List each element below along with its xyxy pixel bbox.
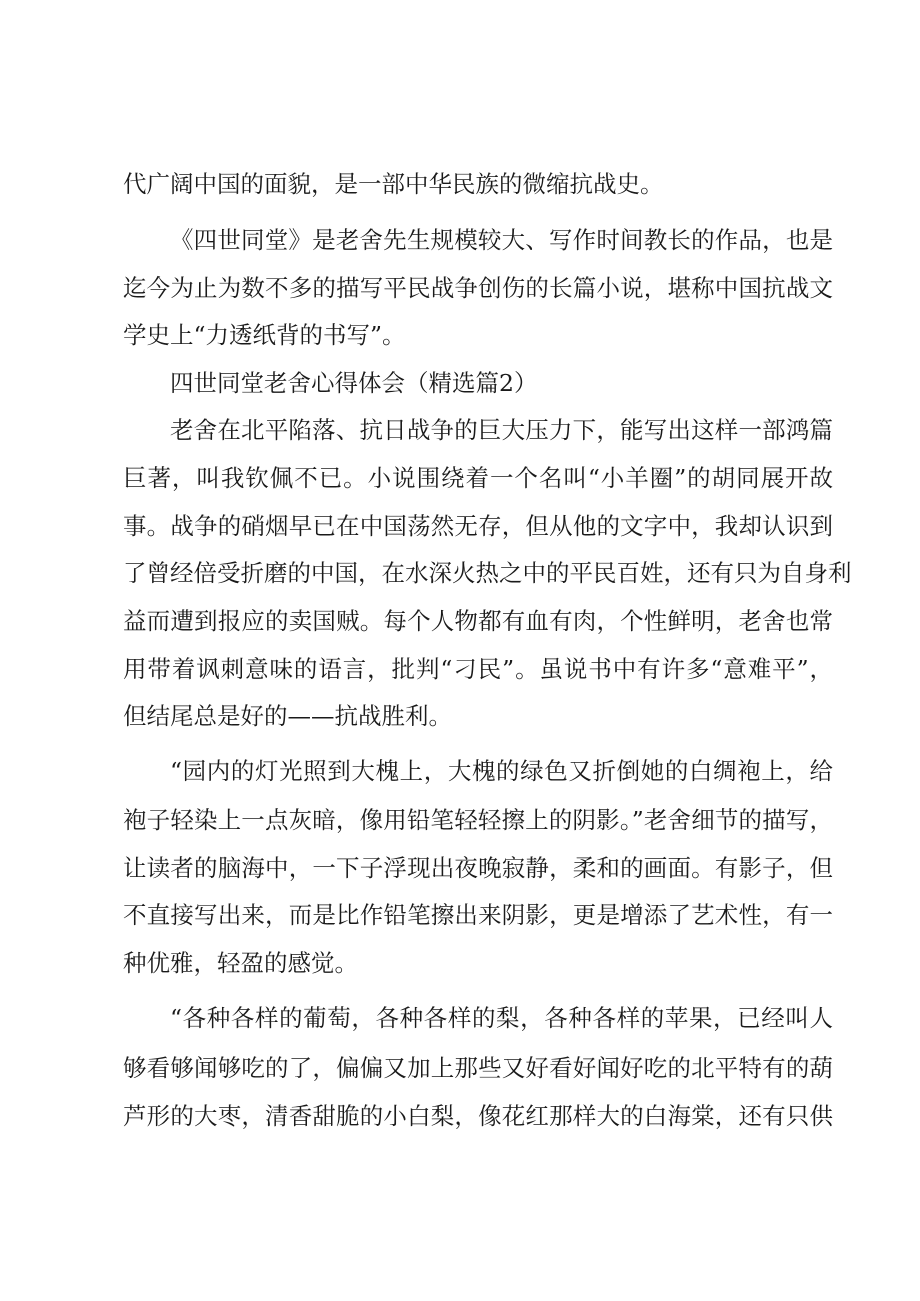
text-line: 用带着讽刺意味的语言，批判“刁民”。虽说书中有许多“意难平”，: [123, 655, 833, 683]
text-line: 代广阔中国的面貌，是一部中华民族的微缩抗战史。: [123, 170, 664, 198]
text-line: 老舍在北平陷落、抗日战争的巨大压力下，能写出这样一部鸿篇: [170, 416, 833, 444]
section-heading: 四世同堂老舍心得体会（精选篇2）: [170, 369, 538, 397]
text-line: 益而遭到报应的卖国贼。每个人物都有血有肉，个性鲜明，老舍也常: [123, 607, 833, 635]
text-line: 学史上“力透纸背的书写”。: [123, 321, 406, 349]
text-line: “各种各样的葡萄，各种各样的梨，各种各样的苹果，已经叫人: [170, 1004, 833, 1032]
text-line: 不直接写出来，而是比作铅笔擦出来阴影，更是增添了艺术性，有一: [123, 901, 833, 929]
text-line: 但结尾总是好的——抗战胜利。: [123, 702, 452, 730]
text-line: 《四世同堂》是老舍先生规模较大、写作时间教长的作品，也是: [170, 226, 833, 254]
text-line: 事。战争的硝烟早已在中国荡然无存，但从他的文字中，我却认识到: [123, 512, 833, 540]
text-line: 巨著，叫我钦佩不已。小说围绕着一个名叫“小羊圈”的胡同展开故: [123, 464, 833, 492]
text-line: “园内的灯光照到大槐上，大槐的绿色又折倒她的白绸袍上，给: [170, 757, 833, 785]
text-line: 了曾经倍受折磨的中国，在水深火热之中的平民百姓，还有只为自身利: [123, 559, 852, 587]
text-line: 让读者的脑海中，一下子浮现出夜晚寂静，柔和的画面。有影子，但: [123, 854, 833, 882]
text-line: 袍子轻染上一点灰暗，像用铅笔轻轻擦上的阴影。”老舍细节的描写，: [123, 806, 833, 834]
text-line: 迄今为止为数不多的描写平民战争创伤的长篇小说，堪称中国抗战文: [123, 274, 833, 302]
text-line: 芦形的大枣，清香甜脆的小白梨，像花红那样大的白海棠，还有只供: [123, 1102, 833, 1130]
text-line: 种优雅，轻盈的感觉。: [123, 949, 358, 977]
text-line: 够看够闻够吃的了，偏偏又加上那些又好看好闻好吃的北平特有的葫: [123, 1054, 833, 1082]
